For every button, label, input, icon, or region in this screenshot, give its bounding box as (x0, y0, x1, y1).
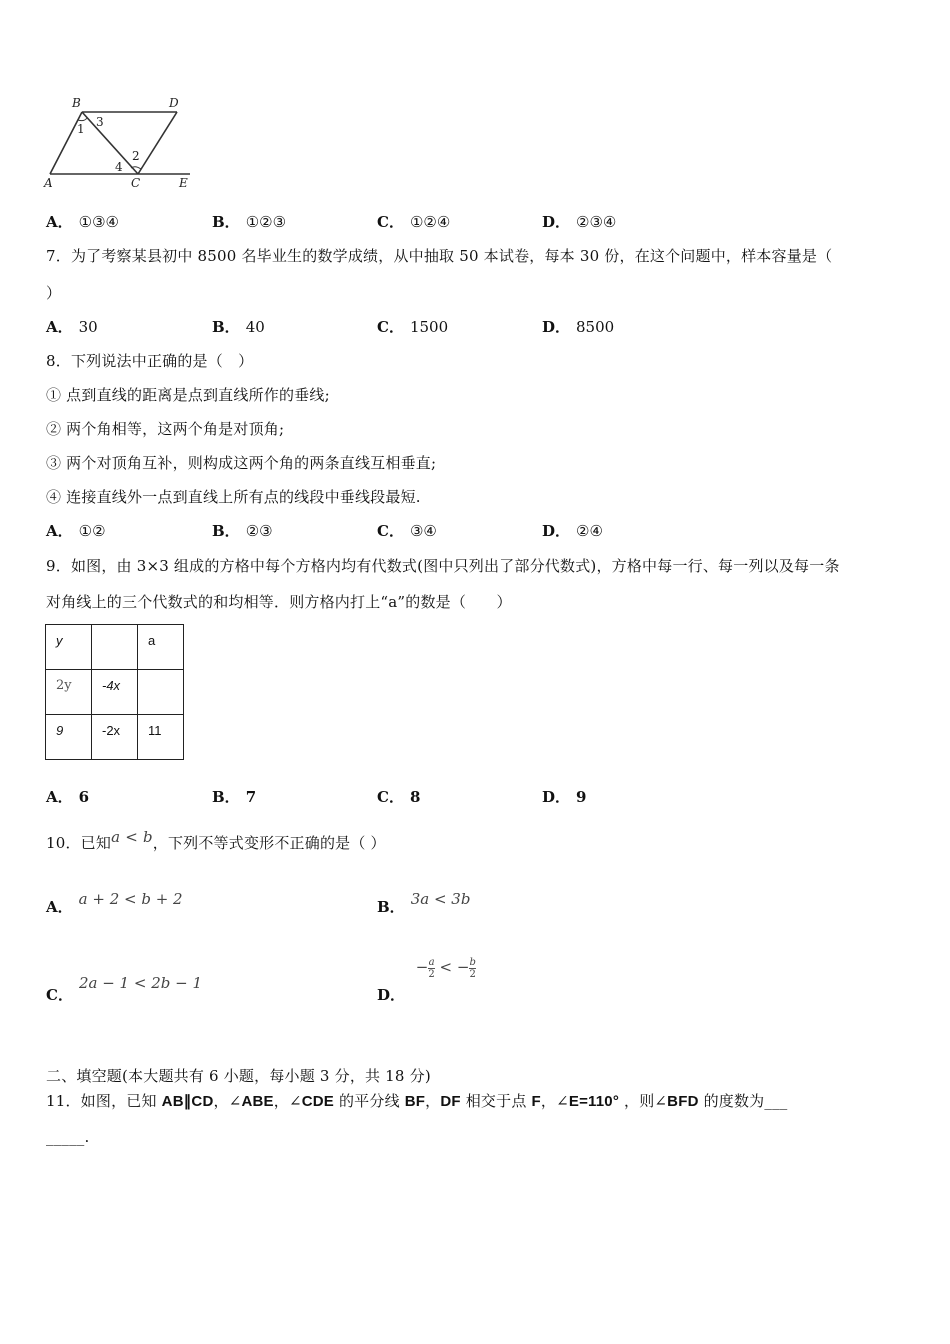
label-b: B (72, 96, 81, 110)
q10-condition: a < b (111, 828, 153, 846)
grid-cell: 2y (46, 670, 92, 715)
segment-dc (138, 112, 177, 174)
grid-cell (92, 625, 138, 670)
parallelogram-figure (40, 92, 200, 196)
q11-stem-line2: _____. (46, 1128, 90, 1146)
q6-option-d[interactable]: D． ②③④ (542, 213, 617, 231)
label-e: E (179, 176, 188, 190)
q6-option-c[interactable]: C． ①②④ (377, 213, 451, 231)
grid-cell: 9 (46, 715, 92, 760)
q10-option-a[interactable]: A． a + 2 < b + 2 (46, 890, 183, 916)
q7-stem-line2: ） (46, 284, 62, 302)
q10-option-b[interactable]: B． 3a < 3b (377, 890, 471, 916)
q6-option-b[interactable]: B． ①②③ (212, 213, 287, 231)
q7-option-b[interactable]: B． 40 (212, 318, 265, 336)
grid-cell: -2x (92, 715, 138, 760)
q8-option-a[interactable]: A． ①② (46, 522, 106, 540)
q9-option-c[interactable]: C． 8 (377, 788, 421, 806)
angle-4: 4 (115, 160, 123, 174)
q6-option-a[interactable]: A． ①③④ (46, 213, 119, 231)
q9-stem-line2: 对角线上的三个代数式的和均相等．则方格内打上“a”的数是（ ） (46, 593, 512, 611)
q11-stem-line1: 11．如图，已知 AB∥CD，∠ABE，∠CDE 的平分线 BF，DF 相交于点 F，∠E=110° ，则∠BFD 的度数为___ (46, 1092, 788, 1110)
q10-option-d[interactable]: D． − $\frac{a}{2}$ < − $\frac{b}{2}$ (377, 956, 476, 1004)
q8-option-d[interactable]: D． ②④ (542, 522, 603, 540)
angle-1: 1 (77, 122, 85, 136)
q10-option-c[interactable]: C．2a − 1 < 2b − 1 (46, 974, 202, 1004)
q8-option-c[interactable]: C． ③④ (377, 522, 437, 540)
grid-cell (138, 670, 184, 715)
q7-option-c[interactable]: C． 1500 (377, 318, 449, 336)
q9-option-b[interactable]: B． 7 (212, 788, 257, 806)
q8-statement-3: ③ 两个对顶角互补，则构成这两个角的两条直线互相垂直; (46, 454, 437, 472)
q7-option-a[interactable]: A． 30 (46, 318, 98, 336)
q8-statement-1: ① 点到直线的距离是点到直线所作的垂线; (46, 386, 330, 404)
q9-option-d[interactable]: D． 9 (542, 788, 587, 806)
q8-option-b[interactable]: B． ②③ (212, 522, 273, 540)
q9-option-a[interactable]: A． 6 (46, 788, 90, 806)
q7-option-d[interactable]: D． 8500 (542, 318, 615, 336)
magic-square-grid (45, 624, 184, 760)
q8-stem: 8．下列说法中正确的是（ ） (46, 352, 254, 370)
label-d: D (169, 96, 179, 110)
grid-cell: -4x (92, 670, 138, 715)
q7-stem-line1: 7．为了考察某县初中 8500 名毕业生的数学成绩，从中抽取 50 本试卷，每本 30 份，在这个问题中，样本容量是（ (46, 247, 833, 265)
angle-2: 2 (132, 149, 140, 163)
q9-stem-line1: 9．如图，由 3×3 组成的方格中每个方格内均有代数式(图中只列出了部分代数式)，方格中每一行、每一列以及每一条 (46, 557, 840, 575)
section-2-heading: 二、填空题(本大题共有 6 小题，每小题 3 分，共 18 分) (46, 1067, 431, 1085)
q10-stem: 10．已知a < b，下列不等式变形不正确的是（ ） (46, 828, 386, 852)
grid-cell: a (138, 625, 184, 670)
q8-statement-2: ② 两个角相等，这两个角是对顶角; (46, 420, 285, 438)
label-a: A (44, 176, 53, 190)
segment-bc (82, 112, 138, 174)
label-c: C (131, 176, 141, 190)
grid-cell: 11 (138, 715, 184, 760)
angle-3: 3 (96, 115, 104, 129)
grid-cell: y (46, 625, 92, 670)
q8-statement-4: ④ 连接直线外一点到直线上所有点的线段中垂线段最短. (46, 488, 421, 506)
